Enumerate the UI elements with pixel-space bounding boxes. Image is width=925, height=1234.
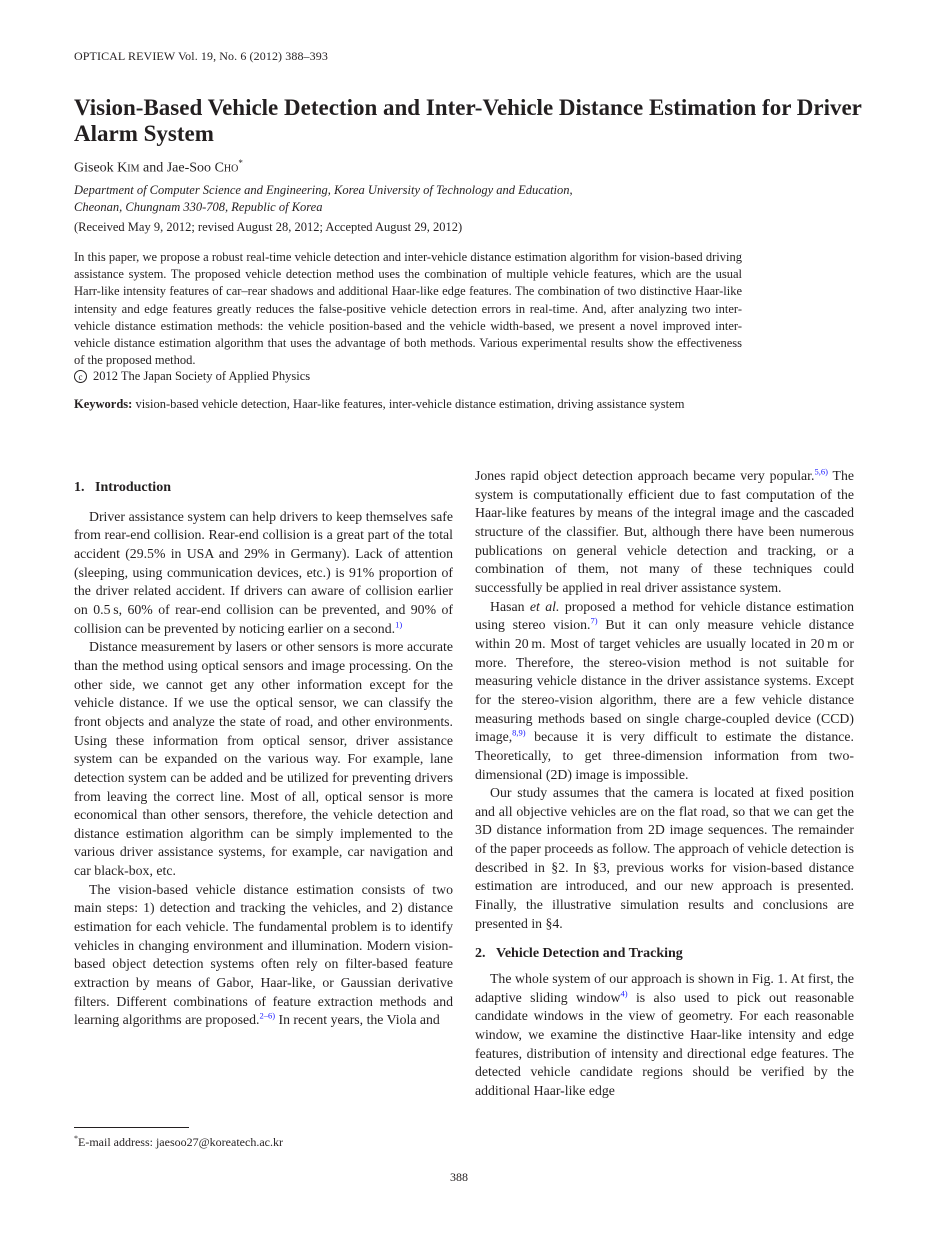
author-last-name: Kim xyxy=(117,160,140,176)
paragraph: The whole system of our approach is shown in Fig. 1. At first, the adaptive sliding window$^{4)}$ is also used to pick out reasonable candidate windows in the view of geometry. For each reasonable window, we examine the distinctive Haar-like intensity and edge features, distribution of intensity and directional edge features. The detected vehicle candidate regions should be verified by the additional Haar-like edge xyxy=(475,971,854,1098)
keywords xyxy=(74,396,742,413)
author-list xyxy=(74,158,243,177)
paragraph: Driver assistance system can help drivers to keep themselves safe from rear-end collision. Rear-end collision is a great part of the total accident (29.5% in USA and 29% in Germany). Lack of attention (sleeping, using communication devices, etc.) is 91% proportion of the driver related accident. If drivers can aware of collision earlier on 0.5 s, 60% of rear-end collision can be prevented, and 90% of collision can be prevented by noticing earlier on a second.$^{1)}$ xyxy=(74,508,453,636)
copyright-text: 2012 The Japan Society of Applied Physics xyxy=(93,369,311,383)
citation-link[interactable]: 2–6) xyxy=(259,1010,276,1021)
paper-title: Vision-Based Vehicle Detection and Inter-Vehicle Distance Estimation for Driver Alarm System xyxy=(74,95,862,146)
paragraph: Jones rapid object detection approach became very popular.$^{5,6)}$ The system is computationally efficient due to fast computation of the Haar-like features by means of the integral image and the cascaded structure of the classifier. But, although there have been numerous publications on general vehicle detection and tracking, or a combination of them, not many of these techniques could successfully be applied in real driver assistance system. xyxy=(475,466,854,595)
journal-header: OPTICAL REVIEW Vol. 19, No. 6 (2012) 388–393 xyxy=(74,49,328,63)
corresponding-author-mark: * xyxy=(238,158,243,168)
page-number: 388 xyxy=(450,1170,468,1184)
author-first-name: Giseok xyxy=(74,160,118,176)
footnote-text: E-mail address: jaesoo27@koreatech.ac.kr xyxy=(78,1135,283,1149)
keywords-text: vision-based vehicle detection, Haar-like features, inter-vehicle distance estimation, driving assistance system xyxy=(132,397,685,411)
copyright-icon: c xyxy=(74,370,87,383)
left-column xyxy=(74,479,453,1030)
affiliation-line: Cheonan, Chungnam 330-708, Republic of Korea xyxy=(74,200,323,214)
citation-link[interactable]: 1) xyxy=(395,619,403,629)
author-separator: and Jae-Soo xyxy=(139,160,215,176)
paragraph: Our study assumes that the camera is located at fixed position and all objective vehicles are on the flat road, so that we can get the 3D distance information from 2D image sequences. The remainder of the paper proceeds as follow. The approach of vehicle detection is described in §2. In §3, previous works for vision-based distance estimation are introduced, and our new approach is presented. Finally, the illustrative simulation results and conclusions are presented in §4. xyxy=(475,785,854,931)
paragraph: The vision-based vehicle distance estimation consists of two main steps: 1) detection and tracking the vehicles, and 2) distance estimation for each vehicle. The fundamental problem is to identify vehicles in changing environment and illumination. Modern vision-based object detection systems often rely on filter-based feature extraction by means of Gabor, Haar-like, or Gaussian derivative filters. Different combinations of feature extraction methods and learning algorithms are proposed.$^{2-6)}$ In recent years, the Viola and xyxy=(74,881,453,1028)
section-heading: 2. Vehicle Detection and Tracking xyxy=(475,946,683,962)
affiliation-line: Department of Computer Science and Engineering, Korea University of Technology and Education, xyxy=(74,183,573,197)
section-heading: 1. Introduction xyxy=(74,480,171,495)
footnote-divider xyxy=(74,1127,189,1128)
received-dates: (Received May 9, 2012; revised August 28, 2012; Accepted August 29, 2012) xyxy=(74,220,463,234)
author-last-name: Cho xyxy=(214,160,239,176)
right-column xyxy=(475,467,854,1101)
keywords-label: Keywords: xyxy=(74,397,133,411)
abstract: In this paper, we propose a robust real-time vehicle detection and inter-vehicle distance estimation algorithm for vision-based driving assistance system. The proposed vehicle detection method uses the combination of multiple vehicle features, which are the usual Harr-like intensity features of car–rear shadows and additional Haar-like edge features. The combination of two distinctive Haar-like intensity and edge features greatly reduces the false-positive vehicle detection errors in real-time. And, after analyzing two inter-vehicle distance estimation methods: the vehicle position-based and the vehicle width-based, we present a novel improved inter-vehicle distance estimation algorithm that uses the advantage of both methods. Various experimental results show the effectiveness of the proposed method. xyxy=(74,250,742,368)
copyright-notice xyxy=(74,369,310,384)
paragraph: Hasan et al. proposed a method for vehicle distance estimation using stereo vision.$^{7)}$ But it can only measure vehicle distance within 20 m. Most of target vehicles are usually located in 20 m or more. Therefore, the stereo-vision method is not suitable for measuring vehicle distance in the driver assistance systems. Except for the stereo-vision algorithm, there are a few vehicle distance measuring methods based on single charge-coupled device (CCD) image,$^{8,9)}$ because it is very difficult to estimate the distance. Theoretically, to get three-dimension information from two-dimensional (2D) image is impossible. xyxy=(475,598,854,782)
affiliation xyxy=(74,182,714,216)
paragraph: Distance measurement by lasers or other sensors is more accurate than the method using optical sensors and image processing. On the other side, we cannot get any other information except for the vehicle distance. If we use the optical sensor, we can classify the front objects and analyze the state of road, and other environments. Using these information from optical sensor, driver assistance system can be expanded on the various way. For example, lane detection system can be added and be utilized for preventing drivers from leaving the correct line. Most of all, optical sensor is more economical than other sensors, therefore, the vehicle detection and distance estimation algorithm can be simply implemented to the various driver assistance systems, for example, car navigation and car black-box, etc. xyxy=(74,639,453,879)
citation-link[interactable]: 7) xyxy=(590,615,598,626)
citation-link[interactable]: 8,9) xyxy=(512,727,526,738)
footnote xyxy=(74,1134,283,1150)
citation-link[interactable]: 4) xyxy=(620,988,628,999)
citation-link[interactable]: 5,6) xyxy=(814,466,828,477)
footnote-mark: * xyxy=(74,1134,78,1143)
